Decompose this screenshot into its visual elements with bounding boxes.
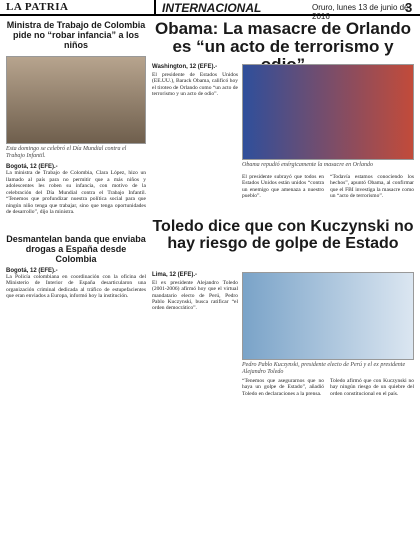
article-text: “Todavía estamos conociendo los hechos”, apuntó Obama, al confirmar que el FBI investiga la masacre como un “acto de terrorismo”. <box>330 174 414 199</box>
story-obama <box>152 19 414 199</box>
article-photo <box>6 56 146 144</box>
article-dateline: Washington, 12 (EFE).- <box>152 64 218 70</box>
main-headline: Toledo dice que con Kuczynski no hay riesgo de golpe de Estado <box>152 218 414 252</box>
newspaper-masthead: LA PATRIA <box>6 1 69 13</box>
obama-photo-block <box>242 64 414 169</box>
photo-caption: Esta domingo se celebró el Día Mundial contra el Trabajo Infantil. <box>6 146 127 159</box>
obama-col-2 <box>242 174 324 199</box>
left-story-drugs <box>6 234 146 300</box>
toledo-col-1 <box>152 272 238 311</box>
article-dateline: Bogotá, 12 (EFE).- <box>6 164 58 170</box>
page-number: 3 <box>405 0 413 15</box>
page-header <box>0 0 420 21</box>
left-story-colombia <box>6 20 146 216</box>
main-headline: Obama: La masacre de Orlando es “un acto de terrorismo y <box>154 19 412 56</box>
photo-caption: Pedro Pablo Kuczynski, presidente electo de Perú y el ex presidente Alejandro Toledo <box>242 362 406 375</box>
article-body: La Policía colombiana en coordinación con la oficina del Ministerio de Interior de España desarticularon una organización criminal dedicada al tráfico de estupefacientes que eran enviados a Europa, informó hoy la institución. <box>6 273 146 299</box>
article-text: El presidente subrayó que todos en Estados Unidos están unidos “contra un enemigo que amenaza a nuestro pueblo”. <box>242 174 324 199</box>
article-headline: Ministra de Trabajo de Colombia pide no “robar infancia” a los niños <box>6 20 146 50</box>
photo-caption: Obama repudió enérgicamente la masacre en Orlando <box>242 162 373 168</box>
article-text: El presidente de Estados Unidos (EE.UU.), Barack Obama, calificó hoy el tiroteo de Orlando como “un acto de terrorismo y un acto de odio”. <box>152 72 238 97</box>
toledo-col-2 <box>242 378 324 397</box>
article-text: El ex presidente Alejandro Toledo (2001-2006) afirmó hoy que el virtual mandatario electo de Perú, Pedro Pablo Kuczynski, busca ratificar “el orden democrático”. <box>152 280 238 312</box>
obama-col-3 <box>330 174 414 199</box>
obama-photo <box>242 64 414 160</box>
obama-col-1 <box>152 64 238 97</box>
article-body: La ministra de Trabajo de Colombia, Clara López, hizo un llamado al país para no permitir que a más niños y adolescentes les roben su infancia, con motivo de la celebración del Día Mundial contra el Trabajo Infantil. “Tenemos que profundizar nuestra política social para que ningún niño tenga que trabajar, sino que tenga oportunidades de desarrollo”, dijo la ministra. <box>6 170 146 215</box>
story-toledo <box>152 218 414 397</box>
right-area <box>152 20 414 540</box>
issue-date: Oruro, lunes 13 de junio de 2016 <box>312 3 409 21</box>
toledo-photo <box>242 272 414 360</box>
left-column <box>6 20 146 540</box>
article-dateline: Bogotá, 12 (EFE).- <box>6 267 58 274</box>
article-headline: Desmantelan banda que enviaba drogas a España desde Colombia <box>6 233 146 264</box>
toledo-col-3 <box>330 378 414 397</box>
section-title: INTERNACIONAL <box>154 0 267 16</box>
article-text: “Tenemos que asegurarnos que no haya un golpe de Estado”, añadió Toledo en declaraciones a la prensa. <box>242 378 324 397</box>
article-text: Toledo afirmó que con Kuczynski no hay ningún riesgo de un quiebre del orden constitucional en el país. <box>330 378 414 397</box>
toledo-photo-block <box>242 272 414 376</box>
article-dateline: Lima, 12 (EFE).- <box>152 272 198 278</box>
